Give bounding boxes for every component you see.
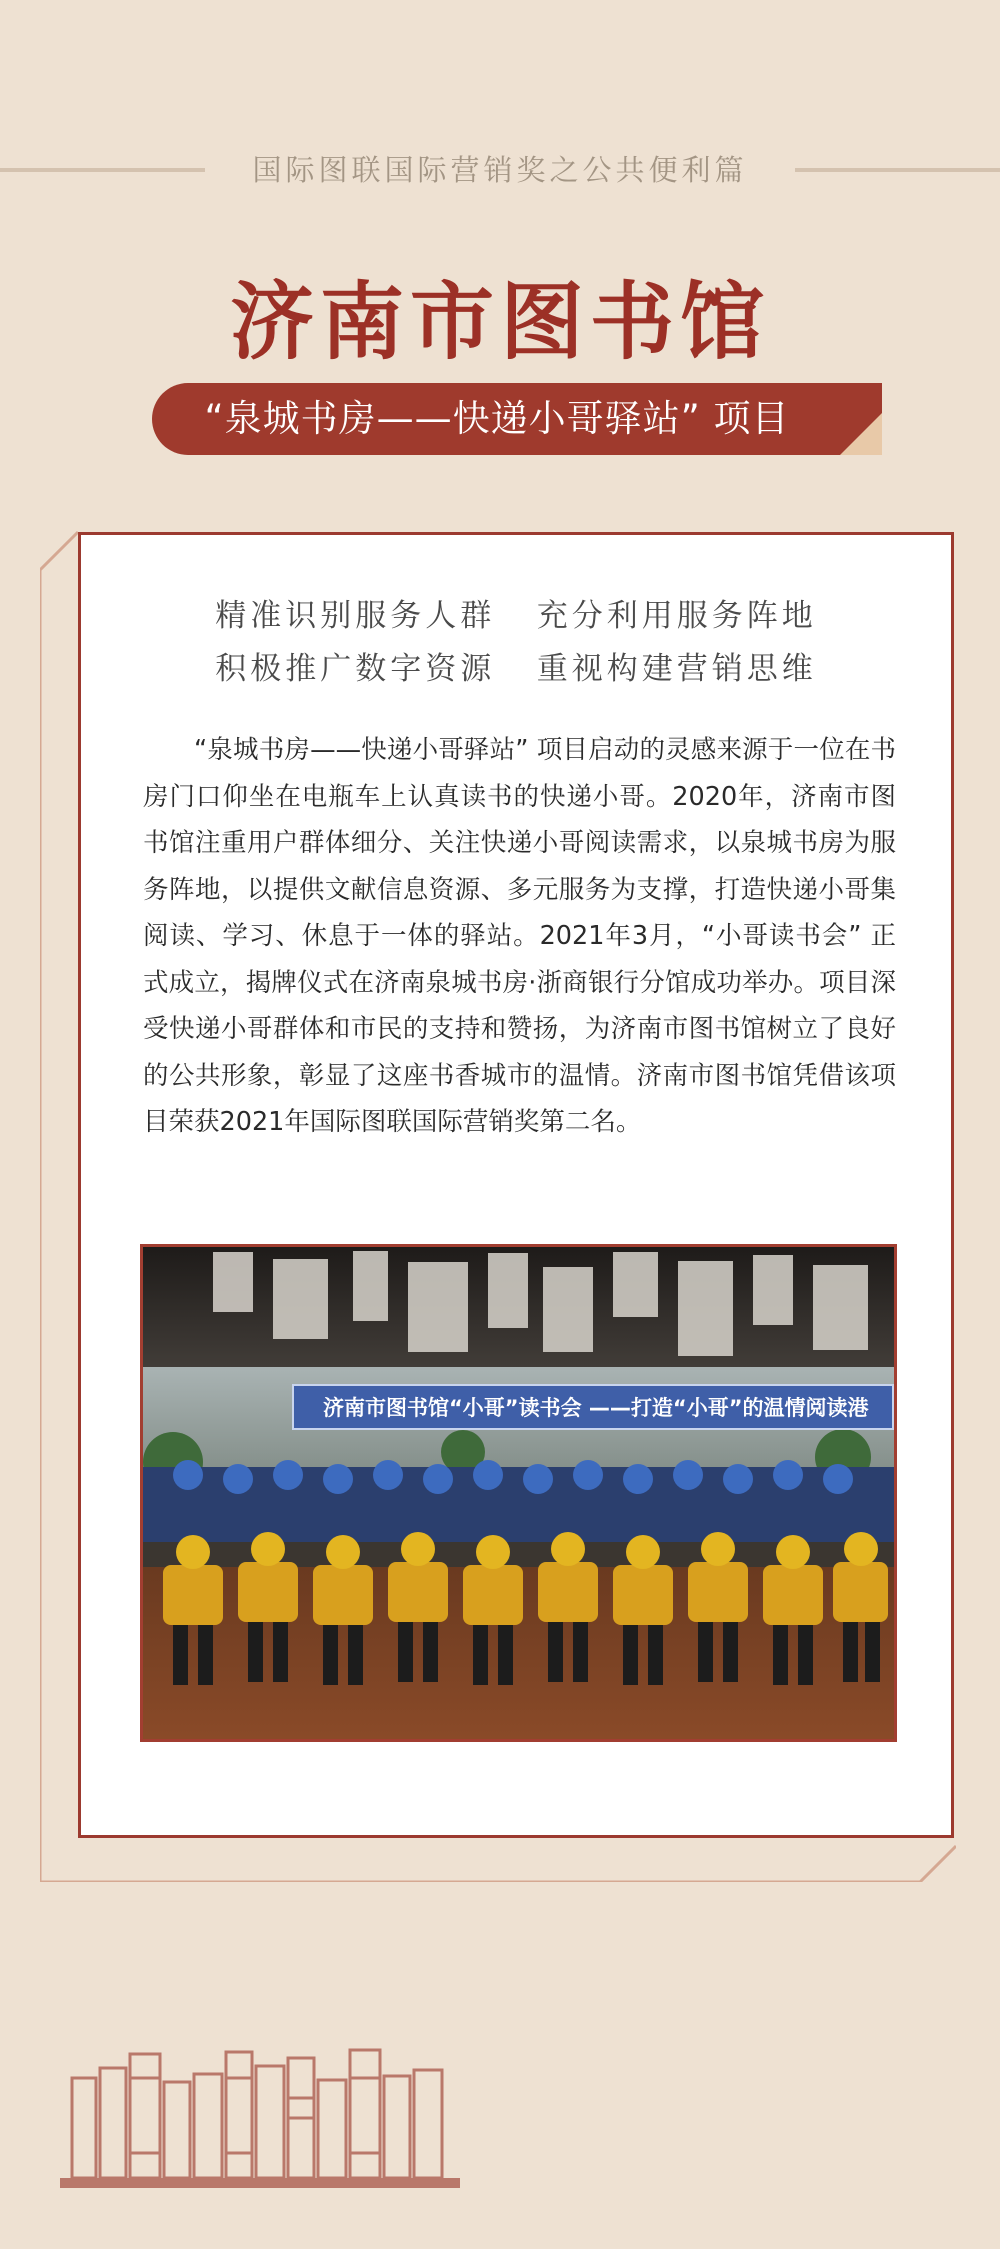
subtitle-ribbon [152, 383, 882, 455]
photo-banner-text: 济南市图书馆“小哥”读书会 ——打造“小哥”的温情阅读港 [323, 1396, 869, 1420]
event-photo [140, 1244, 897, 1742]
subtitle-text: “泉城书房——快递小哥驿站” 项目 [204, 397, 790, 440]
photo-illustration [143, 1247, 894, 1739]
header-divider-right [795, 168, 1000, 172]
page-title: 济南市图书馆 [229, 273, 770, 371]
slogan-line-1: 精准识别服务人群 充分利用服务阵地 [215, 598, 817, 634]
ribbon-fold [840, 413, 882, 455]
project-description: “泉城书房——快递小哥驿站” 项目启动的灵感来源于一位在书房门口仰坐在电瓶车上认真读书的快递小哥。2020年，济南市图书馆注重用户群体细分、关注快递小哥阅读需求，以泉城书房为服务阵地，以提供文献信息资源、多元服务为支撑，打造快递小哥集阅读、学习、休息于一体的驿站。2021年3月，“小哥读书会” 正式成立，揭牌仪式在济南泉城书房·浙商银行分馆成功举办。项目深受快递小哥群体和市民的支持和赞扬，为济南市图书馆树立了良好的公共形象，彰显了这座书香城市的温情。济南市图书馆凭借该项目荣获2021年国际图联国际营销奖第二名。 [143, 735, 896, 1137]
books-icon [60, 2048, 480, 2188]
header-category: 国际图联国际营销奖之公共便利篇 [252, 153, 748, 187]
content-card [78, 532, 954, 1838]
slogan-line-2: 积极推广数字资源 重视构建营销思维 [215, 651, 817, 687]
